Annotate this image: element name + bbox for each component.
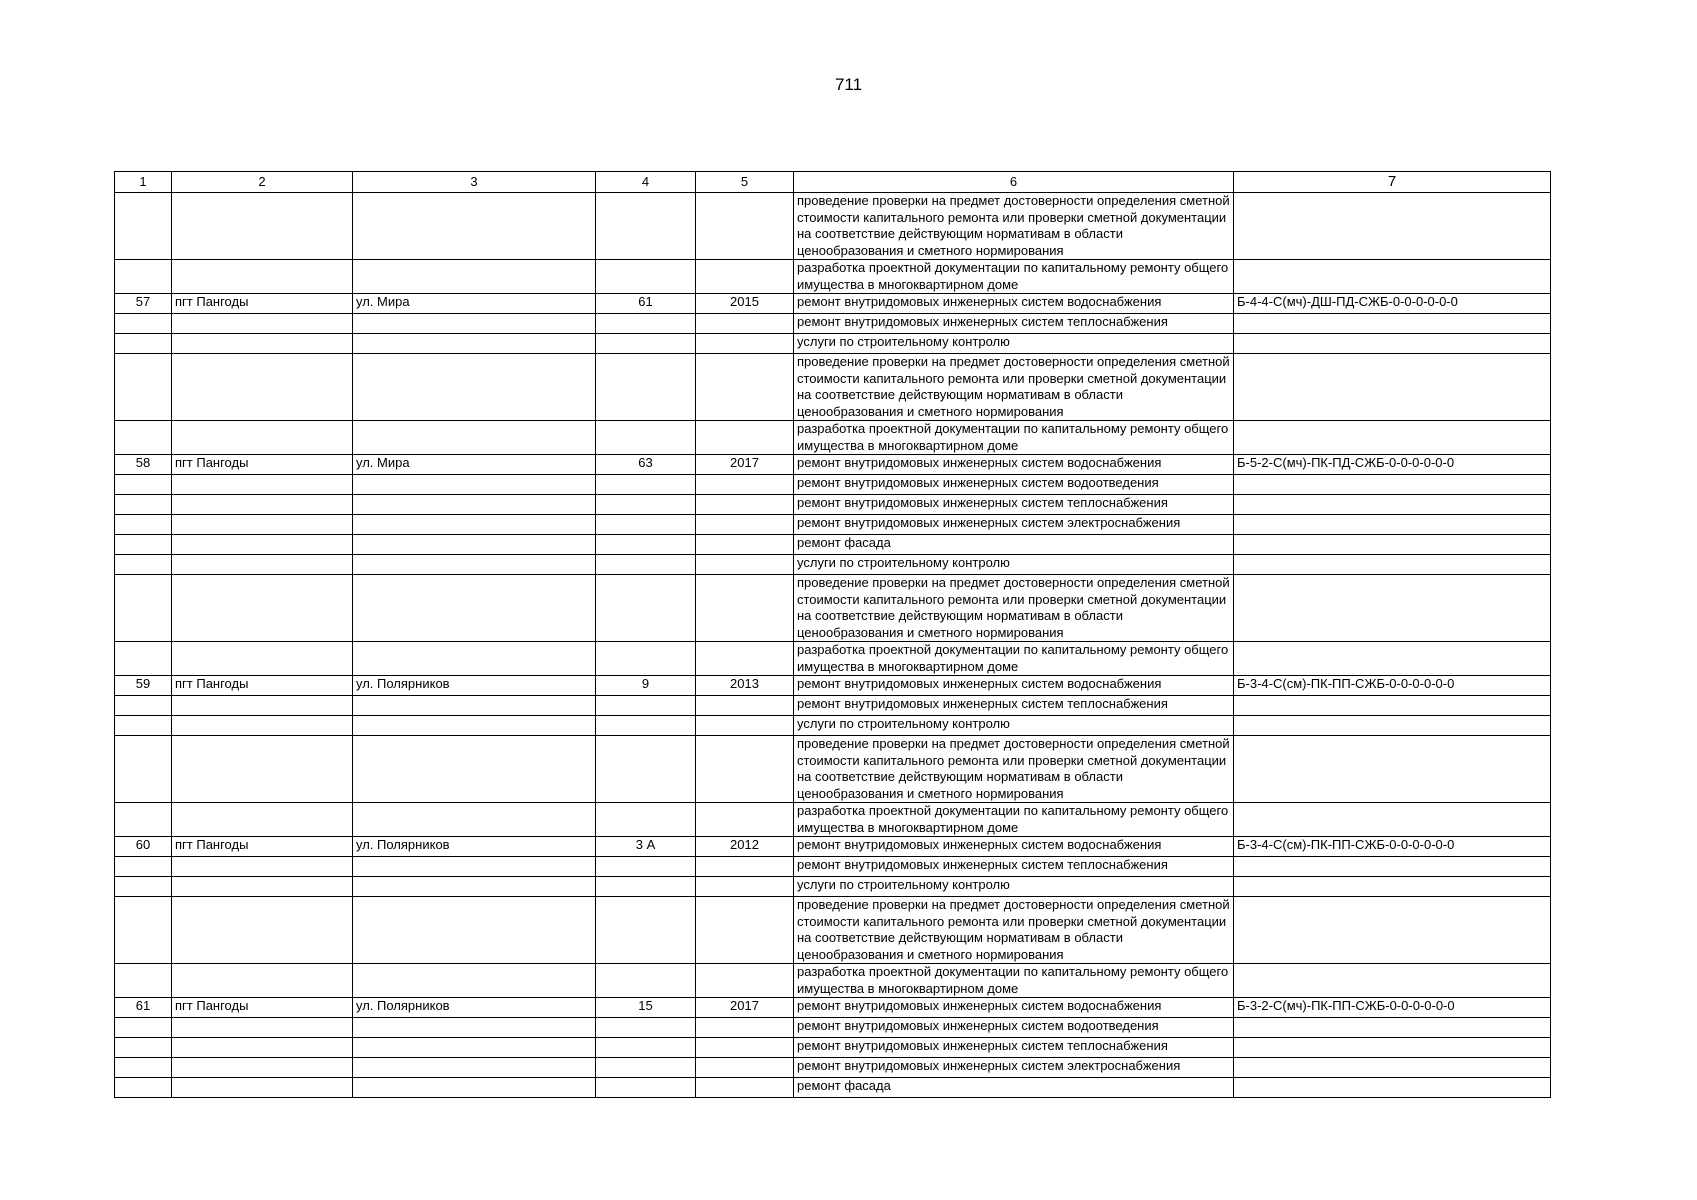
cell-street (353, 803, 596, 837)
cell-work-type: ремонт фасада (794, 535, 1234, 555)
table-row (115, 535, 1551, 555)
cell-work-type: разработка проектной документации по капитальному ремонту общего имущества в многоквартирном доме (794, 421, 1234, 455)
cell-house (596, 421, 696, 455)
table-row (115, 676, 1551, 696)
cell-year (696, 421, 794, 455)
cell-house (596, 535, 696, 555)
cell-code (1234, 1058, 1551, 1078)
cell-number (115, 877, 172, 897)
cell-code: Б-3-4-С(см)-ПК-ПП-СЖБ-0-0-0-0-0-0 (1234, 676, 1551, 696)
cell-code (1234, 696, 1551, 716)
cell-number (115, 515, 172, 535)
cell-street (353, 964, 596, 998)
cell-street (353, 1018, 596, 1038)
table-row (115, 857, 1551, 877)
cell-street: ул. Полярников (353, 676, 596, 696)
cell-settlement (172, 260, 353, 294)
cell-number (115, 575, 172, 642)
cell-settlement (172, 515, 353, 535)
table-row (115, 193, 1551, 260)
table-row (115, 334, 1551, 354)
cell-year (696, 314, 794, 334)
header-row (115, 172, 1551, 193)
cell-year (696, 877, 794, 897)
cell-code (1234, 555, 1551, 575)
cell-street: ул. Полярников (353, 998, 596, 1018)
header-col-2: 2 (172, 172, 353, 193)
cell-year (696, 696, 794, 716)
table-row (115, 1038, 1551, 1058)
cell-number (115, 1078, 172, 1098)
cell-work-type: проведение проверки на предмет достоверности определения сметной стоимости капитального ремонта или проверки сметной документации на соответствие действующим нормативам в области ценообразования и сметного нормирования (794, 897, 1234, 964)
table-row (115, 964, 1551, 998)
cell-house (596, 334, 696, 354)
cell-settlement (172, 964, 353, 998)
table-row (115, 837, 1551, 857)
cell-number (115, 354, 172, 421)
cell-code (1234, 897, 1551, 964)
cell-number (115, 260, 172, 294)
cell-house (596, 555, 696, 575)
cell-year (696, 803, 794, 837)
cell-code (1234, 1038, 1551, 1058)
cell-year: 2017 (696, 455, 794, 475)
cell-settlement (172, 421, 353, 455)
cell-street (353, 314, 596, 334)
cell-settlement (172, 642, 353, 676)
cell-settlement (172, 877, 353, 897)
cell-house (596, 193, 696, 260)
cell-year (696, 1078, 794, 1098)
cell-street (353, 354, 596, 421)
cell-house (596, 260, 696, 294)
header-col-5: 5 (696, 172, 794, 193)
cell-house (596, 642, 696, 676)
cell-number (115, 803, 172, 837)
cell-settlement (172, 736, 353, 803)
cell-code (1234, 575, 1551, 642)
cell-street (353, 535, 596, 555)
cell-street (353, 555, 596, 575)
cell-number: 61 (115, 998, 172, 1018)
table-row (115, 696, 1551, 716)
cell-settlement: пгт Пангоды (172, 676, 353, 696)
cell-street (353, 857, 596, 877)
cell-settlement (172, 354, 353, 421)
cell-house (596, 736, 696, 803)
table-row (115, 354, 1551, 421)
cell-work-type: проведение проверки на предмет достоверности определения сметной стоимости капитального ремонта или проверки сметной документации на соответствие действующим нормативам в области ценообразования и сметного нормирования (794, 736, 1234, 803)
cell-settlement: пгт Пангоды (172, 998, 353, 1018)
cell-code (1234, 193, 1551, 260)
cell-code: Б-4-4-С(мч)-ДШ-ПД-СЖБ-0-0-0-0-0-0 (1234, 294, 1551, 314)
cell-street (353, 696, 596, 716)
cell-street (353, 334, 596, 354)
cell-house (596, 495, 696, 515)
cell-street (353, 897, 596, 964)
cell-house (596, 716, 696, 736)
cell-work-type: разработка проектной документации по капитальному ремонту общего имущества в многоквартирном доме (794, 803, 1234, 837)
table-row (115, 803, 1551, 837)
cell-house (596, 1058, 696, 1078)
cell-year (696, 857, 794, 877)
cell-number (115, 1038, 172, 1058)
cell-number (115, 314, 172, 334)
cell-year (696, 193, 794, 260)
header-col-3: 3 (353, 172, 596, 193)
cell-code (1234, 964, 1551, 998)
cell-house (596, 897, 696, 964)
cell-number (115, 716, 172, 736)
cell-number (115, 1018, 172, 1038)
cell-year (696, 260, 794, 294)
cell-number (115, 1058, 172, 1078)
cell-settlement (172, 696, 353, 716)
table-row (115, 1018, 1551, 1038)
cell-work-type: услуги по строительному контролю (794, 877, 1234, 897)
table-row (115, 575, 1551, 642)
cell-number: 60 (115, 837, 172, 857)
cell-street (353, 260, 596, 294)
table-row (115, 314, 1551, 334)
cell-number (115, 421, 172, 455)
cell-code (1234, 877, 1551, 897)
cell-year (696, 1038, 794, 1058)
cell-code: Б-3-2-С(мч)-ПК-ПП-СЖБ-0-0-0-0-0-0 (1234, 998, 1551, 1018)
cell-number: 59 (115, 676, 172, 696)
cell-year: 2013 (696, 676, 794, 696)
table-row (115, 877, 1551, 897)
cell-street (353, 495, 596, 515)
cell-street (353, 1038, 596, 1058)
cell-street (353, 1078, 596, 1098)
cell-code (1234, 495, 1551, 515)
table-row (115, 260, 1551, 294)
cell-year: 2015 (696, 294, 794, 314)
cell-settlement (172, 334, 353, 354)
table-row (115, 897, 1551, 964)
cell-street (353, 736, 596, 803)
cell-street: ул. Мира (353, 294, 596, 314)
cell-settlement (172, 1018, 353, 1038)
table-row (115, 736, 1551, 803)
cell-house (596, 1078, 696, 1098)
cell-settlement: пгт Пангоды (172, 837, 353, 857)
cell-number: 58 (115, 455, 172, 475)
cell-code (1234, 260, 1551, 294)
cell-work-type: разработка проектной документации по капитальному ремонту общего имущества в многоквартирном доме (794, 260, 1234, 294)
header-col-4: 4 (596, 172, 696, 193)
cell-number (115, 964, 172, 998)
cell-work-type: ремонт внутридомовых инженерных систем теплоснабжения (794, 1038, 1234, 1058)
cell-street (353, 421, 596, 455)
cell-settlement (172, 716, 353, 736)
cell-code (1234, 334, 1551, 354)
cell-street (353, 575, 596, 642)
cell-number (115, 642, 172, 676)
cell-work-type: ремонт внутридомовых инженерных систем водоотведения (794, 1018, 1234, 1038)
cell-work-type: ремонт внутридомовых инженерных систем водоснабжения (794, 676, 1234, 696)
header-col-1: 1 (115, 172, 172, 193)
cell-house: 63 (596, 455, 696, 475)
table-row (115, 421, 1551, 455)
cell-number (115, 193, 172, 260)
cell-work-type: ремонт внутридомовых инженерных систем электроснабжения (794, 515, 1234, 535)
cell-house (596, 803, 696, 837)
table-row (115, 998, 1551, 1018)
cell-settlement: пгт Пангоды (172, 294, 353, 314)
cell-work-type: ремонт внутридомовых инженерных систем водоснабжения (794, 294, 1234, 314)
cell-year (696, 897, 794, 964)
cell-settlement (172, 475, 353, 495)
cell-settlement (172, 314, 353, 334)
cell-house: 3 А (596, 837, 696, 857)
cell-number: 57 (115, 294, 172, 314)
cell-code (1234, 1018, 1551, 1038)
table-row (115, 555, 1551, 575)
cell-code (1234, 716, 1551, 736)
cell-street: ул. Мира (353, 455, 596, 475)
cell-work-type: проведение проверки на предмет достоверности определения сметной стоимости капитального ремонта или проверки сметной документации на соответствие действующим нормативам в области ценообразования и сметного нормирования (794, 193, 1234, 260)
cell-street (353, 716, 596, 736)
cell-work-type: разработка проектной документации по капитальному ремонту общего имущества в многоквартирном доме (794, 964, 1234, 998)
cell-work-type: ремонт внутридомовых инженерных систем электроснабжения (794, 1058, 1234, 1078)
cell-code: Б-5-2-С(мч)-ПК-ПД-СЖБ-0-0-0-0-0-0 (1234, 455, 1551, 475)
cell-house (596, 475, 696, 495)
cell-work-type: ремонт фасада (794, 1078, 1234, 1098)
cell-work-type: ремонт внутридомовых инженерных систем теплоснабжения (794, 314, 1234, 334)
table-row (115, 716, 1551, 736)
cell-settlement (172, 495, 353, 515)
cell-settlement (172, 575, 353, 642)
cell-house (596, 575, 696, 642)
cell-year (696, 642, 794, 676)
cell-street (353, 193, 596, 260)
cell-work-type: услуги по строительному контролю (794, 334, 1234, 354)
cell-settlement (172, 1038, 353, 1058)
cell-number (115, 555, 172, 575)
cell-year (696, 495, 794, 515)
header-col-7: 7 (1234, 172, 1551, 193)
cell-work-type: услуги по строительному контролю (794, 555, 1234, 575)
cell-house: 61 (596, 294, 696, 314)
cell-house (596, 857, 696, 877)
cell-code: Б-3-4-С(см)-ПК-ПП-СЖБ-0-0-0-0-0-0 (1234, 837, 1551, 857)
cell-work-type: разработка проектной документации по капитальному ремонту общего имущества в многоквартирном доме (794, 642, 1234, 676)
cell-settlement (172, 1078, 353, 1098)
cell-code (1234, 314, 1551, 334)
cell-house: 9 (596, 676, 696, 696)
table-row (115, 515, 1551, 535)
cell-work-type: ремонт внутридомовых инженерных систем теплоснабжения (794, 495, 1234, 515)
table-body (115, 193, 1551, 1098)
cell-street (353, 475, 596, 495)
page-number: 711 (834, 75, 863, 94)
cell-code (1234, 642, 1551, 676)
cell-house (596, 964, 696, 998)
cell-street (353, 1058, 596, 1078)
cell-house (596, 314, 696, 334)
cell-code (1234, 736, 1551, 803)
cell-year (696, 555, 794, 575)
cell-year (696, 354, 794, 421)
cell-settlement (172, 1058, 353, 1078)
cell-house (596, 1038, 696, 1058)
cell-settlement (172, 857, 353, 877)
cell-house (596, 1018, 696, 1038)
cell-work-type: ремонт внутридомовых инженерных систем теплоснабжения (794, 696, 1234, 716)
cell-work-type: ремонт внутридомовых инженерных систем водоснабжения (794, 998, 1234, 1018)
cell-number (115, 334, 172, 354)
cell-number (115, 696, 172, 716)
cell-house (596, 696, 696, 716)
cell-house: 15 (596, 998, 696, 1018)
cell-work-type: ремонт внутридомовых инженерных систем водоотведения (794, 475, 1234, 495)
header-col-6: 6 (794, 172, 1234, 193)
cell-year (696, 535, 794, 555)
cell-code (1234, 421, 1551, 455)
cell-year (696, 515, 794, 535)
cell-work-type: проведение проверки на предмет достоверности определения сметной стоимости капитального ремонта или проверки сметной документации на соответствие действующим нормативам в области ценообразования и сметного нормирования (794, 575, 1234, 642)
table-row (115, 642, 1551, 676)
cell-house (596, 354, 696, 421)
cell-street (353, 877, 596, 897)
table-row (115, 1078, 1551, 1098)
cell-year: 2012 (696, 837, 794, 857)
cell-year (696, 964, 794, 998)
cell-number (115, 897, 172, 964)
cell-code (1234, 857, 1551, 877)
cell-number (115, 857, 172, 877)
cell-number (115, 535, 172, 555)
cell-year (696, 334, 794, 354)
cell-house (596, 515, 696, 535)
cell-year (696, 716, 794, 736)
cell-settlement (172, 803, 353, 837)
cell-work-type: ремонт внутридомовых инженерных систем водоснабжения (794, 837, 1234, 857)
cell-code (1234, 354, 1551, 421)
capital-repair-table (114, 171, 1551, 1098)
cell-number (115, 495, 172, 515)
cell-street (353, 642, 596, 676)
cell-year (696, 1018, 794, 1038)
cell-year (696, 736, 794, 803)
cell-work-type: услуги по строительному контролю (794, 716, 1234, 736)
cell-number (115, 475, 172, 495)
cell-settlement (172, 897, 353, 964)
cell-work-type: проведение проверки на предмет достоверности определения сметной стоимости капитального ремонта или проверки сметной документации на соответствие действующим нормативам в области ценообразования и сметного нормирования (794, 354, 1234, 421)
cell-number (115, 736, 172, 803)
cell-code (1234, 515, 1551, 535)
cell-settlement (172, 535, 353, 555)
cell-year: 2017 (696, 998, 794, 1018)
cell-code (1234, 803, 1551, 837)
cell-code (1234, 475, 1551, 495)
cell-work-type: ремонт внутридомовых инженерных систем теплоснабжения (794, 857, 1234, 877)
cell-house (596, 877, 696, 897)
cell-year (696, 1058, 794, 1078)
table-row (115, 1058, 1551, 1078)
cell-code (1234, 535, 1551, 555)
cell-work-type: ремонт внутридомовых инженерных систем водоснабжения (794, 455, 1234, 475)
cell-settlement (172, 193, 353, 260)
table-row (115, 455, 1551, 475)
table-row (115, 294, 1551, 314)
cell-year (696, 575, 794, 642)
cell-settlement: пгт Пангоды (172, 455, 353, 475)
cell-year (696, 475, 794, 495)
cell-code (1234, 1078, 1551, 1098)
cell-settlement (172, 555, 353, 575)
cell-street: ул. Полярников (353, 837, 596, 857)
cell-street (353, 515, 596, 535)
table-row (115, 495, 1551, 515)
table-row (115, 475, 1551, 495)
